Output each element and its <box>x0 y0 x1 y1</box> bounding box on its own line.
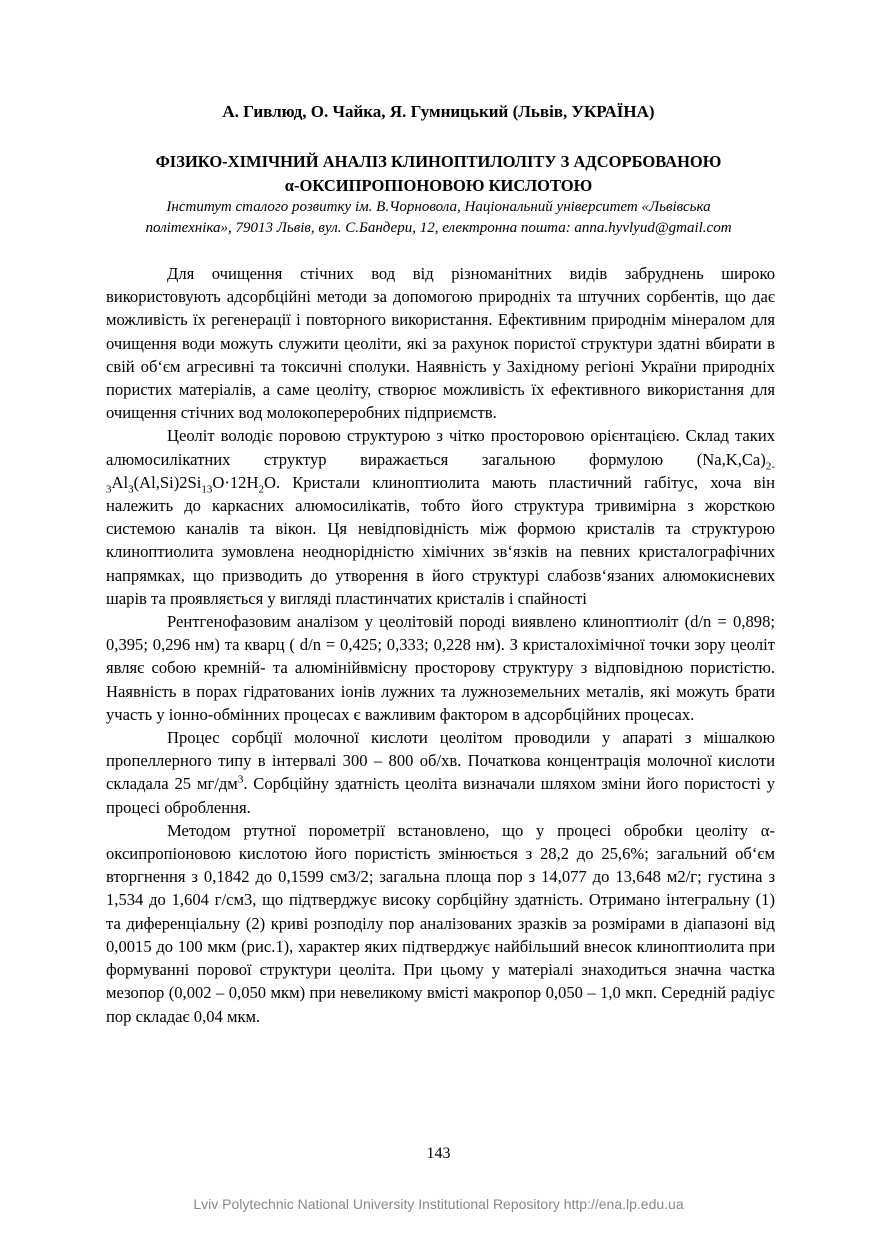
affiliation-line-2: політехніка», 79013 Львів, вул. С.Бандери, 12, електронна пошта: anna.hyvlyud@gmail.com <box>145 220 732 236</box>
p2-subscript-1: 2-3 <box>106 459 775 496</box>
p4-superscript: 3 <box>237 773 244 786</box>
p2-subscript-3: 13 <box>201 483 213 496</box>
title-line-2: α-ОКСИПРОПІОНОВОЮ КИСЛОТОЮ <box>284 176 593 195</box>
p2-subscript-4: 2 <box>258 483 264 496</box>
paragraph-4 <box>106 726 775 819</box>
body-text <box>106 262 775 1028</box>
p2-text-a: Цеоліт володіє поровою структурою з чітко просторовою орієнтацією. Склад таких алюмосилікатних структур виражається загальною формулою (Na,K,Ca) <box>106 426 775 469</box>
paragraph-2 <box>106 424 775 610</box>
page-number: 143 <box>426 1145 451 1162</box>
p2-subscript-2: 3 <box>128 483 134 496</box>
authors-line: А. Гивлюд, О. Чайка, Я. Гумницький (Львів, УКРАЇНА) <box>222 102 655 121</box>
affiliation <box>0 197 877 239</box>
p2-text-d: O·12H <box>212 472 259 492</box>
p2-text-b: Al <box>111 472 129 492</box>
p4-text-a: Процес сорбції молочної кислоти цеолітом проводили у апараті з мішалкою пропеллерного типу в інтервалі 300 – 800 об/хв. Початкова концентрація молочної кислоти складала 25 мг/дм <box>106 728 775 794</box>
paper-title <box>0 150 877 198</box>
title-line-1: ФІЗИКО-ХІМІЧНИЙ АНАЛІЗ КЛИНОПТИЛОЛІТУ З АДСОРБОВАНОЮ <box>155 152 722 171</box>
affiliation-line-1: Інститут сталого розвитку ім. В.Чорновола, Національний університет «Львівська <box>166 199 711 215</box>
paragraph-3: Рентгенофазовим аналізом у цеолітовій породі виявлено клиноптиоліт (d/n = 0,898; 0,395; 0,296 нм) та кварц ( d/n = 0,425; 0,333; 0,228 нм). З кристалохімічної точки зору цеоліт являє собою кремній- та алюмінійвмісну просторову структуру з відповідною пористістю. Наявність в порах гідратованих іонів лужних та лужноземельних металів, які можуть брати участь у іонно-обмінних процесах є важливим фактором в адсорбційних процесах. <box>106 612 775 724</box>
paragraph-1: Для очищення стічних вод від різноманітних видів забруднень широко використовують адсорбційні методи за допомогою природніх та штучних сорбентів, що дає можливість їх регенерації і повторного використання. Ефективним природнім мінералом для очищення води можуть служити цеоліти, які за рахунок пористої структури здатні вбирати в свій об‘єм агресивні та токсичні сполуки. Наявність у Західному регіоні України природніх пористих матеріалів, а саме цеоліту, створює можливість їх ефективного використання для очищення стічних вод молокопереробних підприємств. <box>106 264 775 423</box>
paragraph-5: Методом ртутної порометрії встановлено, що у процесі обробки цеоліту α-оксипропіоновою кислотою його пористість змінюється з 28,2 до 25,6%; загальний об‘єм вторгнення з 0,1842 до 0,1599 см3/2; загальна площа пор з 14,077 до 13,648 м2/г; густина з 1,534 до 1,604 г/см3, що підтверджує високу сорбційну здатність. Отримано інтегральну (1) та диференціальну (2) криві розподілу пор аналізованих зразків за розмірами в діапазоні від 0,0015 до 100 мкм (рис.1), характер яких підтверджує найбільший внесок клиноптиолита при формуванні порової структури цеоліта. При цьому у матеріалі знаходиться значна частка мезопор (0,002 – 0,050 мкм) при невеликому вмісті макропор 0,050 – 1,0 мкп. Середній радіус пор складає 0,04 мкм. <box>106 820 775 1026</box>
repository-footer: Lviv Polytechnic National University Institutional Repository http://ena.lp.edu.ua <box>193 1196 684 1212</box>
p2-text-c: (Al,Si)2Si <box>133 472 202 492</box>
p4-text-b: . Сорбційну здатність цеоліта визначали шляхом зміни його пористості у процесі оброблення. <box>106 774 775 817</box>
p2-text-e: O. Кристали клиноптиолита мають пластичний габітус, хоча він належить до каркасних алюмосилікатів, тобто його структура тривимірна з жорсткою системою каналів та вікон. Ця невідповідність між формою кристалів та структурою клиноптиолита зумовлена неоднорідністю хімічних зв‘язків на певних кристалографічних напрямках, що призводить до утворення в його структурі слабозв‘язаних алюмокисневих шарів та проявляється у вигляді пластинчатих кристалів і спайності <box>106 472 775 608</box>
